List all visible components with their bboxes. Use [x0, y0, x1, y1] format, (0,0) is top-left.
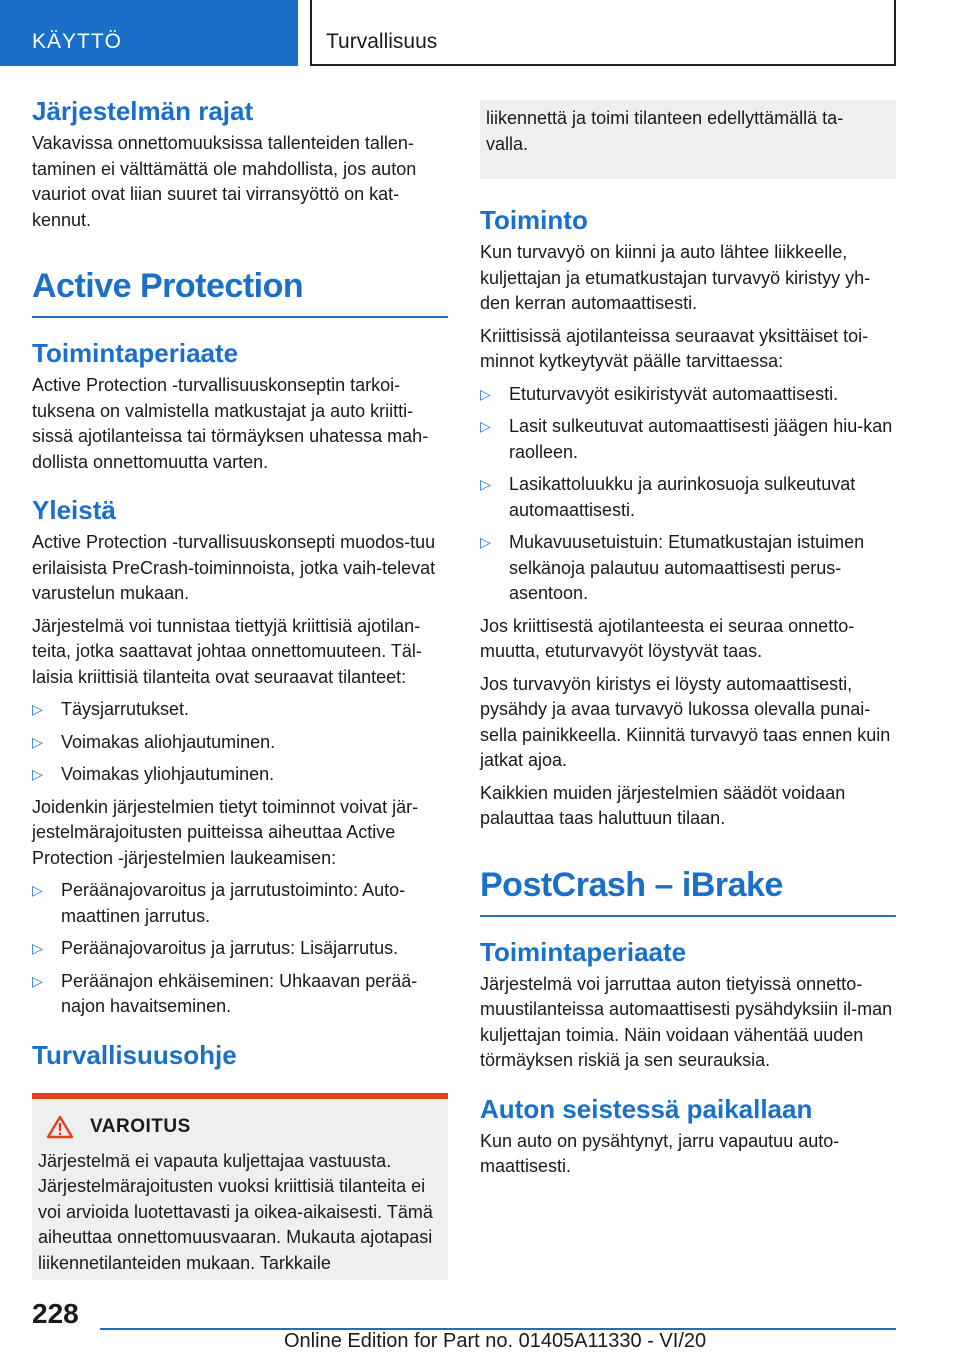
situations-list [32, 697, 448, 788]
triangle-bullet-icon: ▷ [480, 534, 491, 550]
triangle-bullet-icon: ▷ [32, 766, 43, 782]
function-heading: Toiminto [480, 205, 588, 235]
warning-triangle-icon [46, 1115, 74, 1139]
section-tab: Turvallisuus [310, 0, 896, 66]
chapter-tab: KÄYTTÖ [0, 0, 298, 66]
left-column [32, 96, 448, 1280]
triangle-bullet-icon: ▷ [32, 882, 43, 898]
list-item: ▷ Voimakas yliohjautuminen. [32, 762, 448, 788]
triangle-bullet-icon: ▷ [480, 418, 491, 434]
warning-continued-text: liikennettä ja toimi tilanteen edellyttämällä ta-valla. [486, 108, 844, 154]
triangle-bullet-icon: ▷ [32, 733, 43, 750]
standstill-text: Kun auto on pysähtynyt, jarru vapautuu auto-maattisesti. [480, 1130, 840, 1176]
principle-text: Active Protection -turvallisuuskonseptin tarkoi-tuksena on valmistella matkustajat ja auto kriitti-sissä ajotilanteissa tai törmäyksen uhatessa mah-dollista onnettomuutta varten. [32, 375, 429, 472]
safety-heading: Turvallisuusohje [32, 1039, 237, 1070]
function-paragraph-1: Kun turvavyö on kiinni ja auto lähtee liikkeelle, kuljettajan ja etumatkustajan turvavyö kiristyy yh-den kerran automaattisesti. [480, 242, 871, 313]
function-paragraph-4: Jos turvavyön kiristys ei löysty automaattisesti, pysähdy ja avaa turvavyö lukossa olevalla punai-sella painikkeella. Kiinnitä turvavyö taas ennen kuin jatkat ajoa. [480, 673, 891, 770]
warning-box-continued [480, 100, 896, 179]
postcrash-title: PostCrash – iBrake [480, 866, 896, 917]
general-heading: Yleistä [32, 495, 116, 525]
warning-text: Järjestelmä ei vapauta kuljettajaa vastuusta. Järjestelmärajoitusten vuoksi kriittisiä tilanteita ei voi arvioida luotettavasti ja oikea-aikaisesti. Tämä aiheuttaa onnettomuusvaaran. Mukauta ajotapasi liikennetilanteiden mukaan. Tarkkaile [38, 1150, 433, 1273]
pc-principle-heading: Toimintaperiaate [480, 936, 687, 967]
triangle-bullet-icon: ▷ [32, 940, 43, 956]
footer-edition: Online Edition for Part no. 01405A11330 - VI/20 [284, 1330, 707, 1352]
page-number: 228 [32, 1298, 79, 1329]
list-item: ▷ Etuturvavyöt esikiristyvät automaattisesti. [480, 382, 896, 408]
list-item: ▷ Voimakas aliohjautuminen. [32, 730, 448, 756]
warning-title: VAROITUS [90, 1115, 191, 1137]
principle-heading: Toimintaperiaate [32, 338, 239, 368]
list-item: ▷ Lasit sulkeutuvat automaattisesti jäägen hiu-kan raolleen. [480, 416, 893, 462]
limits-text: Vakavissa onnettomuuksissa tallenteiden tallen-taminen ei välttämättä ole mahdollista, jos auton vauriot ovat liian suuret tai virransyöttö on kat-kennut. [32, 133, 417, 230]
right-column [480, 100, 896, 1187]
function-paragraph-2: Kriittisissä ajotilanteissa seuraavat yksittäiset toi-minnot kytkeytyvät päälle tarvittaessa: [480, 325, 869, 371]
triangle-bullet-icon: ▷ [480, 476, 491, 492]
page-header [0, 0, 960, 66]
triangle-bullet-icon: ▷ [32, 972, 43, 989]
warning-box [32, 1093, 448, 1281]
functions-list [480, 382, 896, 607]
active-protection-title: Active Protection [32, 267, 448, 318]
standstill-heading: Auton seistessä paikallaan [480, 1093, 813, 1124]
function-paragraph-3: Jos kriittisestä ajotilanteesta ei seuraa onnetto-muutta, etuturvavyöt löystyvät taas. [480, 615, 855, 661]
list-item: ▷ Mukavuusetuistuin: Etumatkustajan istuimen selkänoja palautuu automaattisesti perus-asentoon. [480, 532, 865, 603]
function-paragraph-5: Kaikkien muiden järjestelmien säädöt voidaan palauttaa taas haluttuun tilaan. [480, 782, 846, 828]
general-paragraph-2: Järjestelmä voi tunnistaa tiettyjä kriittisiä ajotilan-teita, jotka saattavat johtaa onnettomuuteen. Täl-laisia kriittisiä tilanteita ovat seuraavat tilanteet: [32, 615, 422, 687]
list-item: ▷ Lasikattoluukku ja aurinkosuoja sulkeutuvat automaattisesti. [480, 474, 856, 520]
list-item: ▷ Peräänajovaroitus ja jarrutustoiminto: Auto-maattinen jarrutus. [32, 880, 406, 926]
general-paragraph-3: Joidenkin järjestelmien tietyt toiminnot voivat jär-jestelmärajoitusten puitteissa aiheuttaa Active Protection -järjestelmien laukeamisen: [32, 796, 419, 868]
general-paragraph-1: Active Protection -turvallisuuskonsepti muodos-tuu erilaisista PreCrash-toiminnoista, jotka vaih-televat varustelun mukaan. [32, 532, 436, 603]
triangle-bullet-icon: ▷ [480, 385, 491, 402]
warning-header [38, 1115, 434, 1139]
limits-heading: Järjestelmän rajat [32, 96, 254, 126]
triggers-list [32, 878, 448, 1020]
list-item: ▷ Peräänajovaroitus ja jarrutus: Lisäjarrutus. [32, 936, 448, 962]
list-item: ▷ Täysjarrutukset. [32, 697, 448, 723]
pc-principle-text: Järjestelmä voi jarruttaa auton tietyissä onnetto-muustilanteissa automaattisesti pysähdyksiin il-man kuljettajan toimia. Näin voidaan vähentää uuden törmäyksen riskiä ja sen seurauksia. [480, 973, 893, 1070]
triangle-bullet-icon: ▷ [32, 701, 43, 717]
list-item: ▷ Peräänajon ehkäiseminen: Uhkaavan perää-najon havaitseminen. [32, 970, 418, 1016]
